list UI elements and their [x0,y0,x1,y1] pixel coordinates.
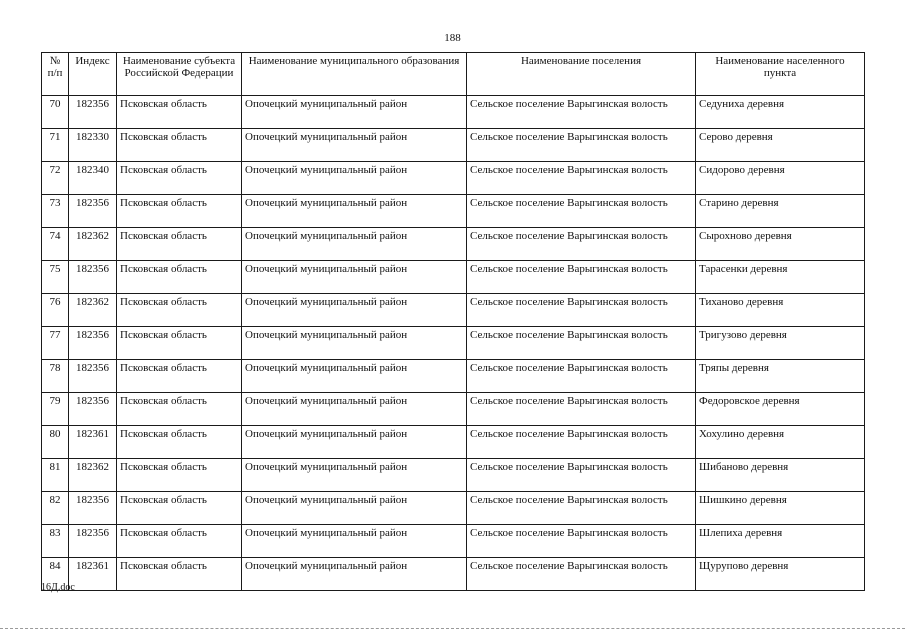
cell-municipality: Опочецкий муниципальный район [242,327,467,360]
cell-municipality: Опочецкий муниципальный район [242,228,467,261]
cell-locality: Серово деревня [696,129,865,162]
table-row [42,294,865,327]
cell-settlement: Сельское поселение Варыгинская волость [467,228,696,261]
table-row [42,459,865,492]
cell-municipality: Опочецкий муниципальный район [242,195,467,228]
cell-postal-index: 182362 [69,294,117,327]
cell-row-number: 77 [42,327,69,360]
cell-municipality: Опочецкий муниципальный район [242,393,467,426]
cell-postal-index: 182356 [69,327,117,360]
cell-settlement: Сельское поселение Варыгинская волость [467,459,696,492]
cell-federal-subject: Псковская область [117,96,242,129]
cell-row-number: 76 [42,294,69,327]
cell-federal-subject: Псковская область [117,327,242,360]
cell-municipality: Опочецкий муниципальный район [242,426,467,459]
cell-row-number: 71 [42,129,69,162]
cell-locality: Тригузово деревня [696,327,865,360]
cell-postal-index: 182361 [69,426,117,459]
cell-postal-index: 182356 [69,195,117,228]
table-header [42,53,865,96]
cell-federal-subject: Псковская область [117,228,242,261]
cell-locality: Федоровское деревня [696,393,865,426]
header-row-number: № п/п [42,53,69,96]
cell-federal-subject: Псковская область [117,129,242,162]
header-row [42,53,865,96]
table-row [42,162,865,195]
table-row [42,96,865,129]
cell-settlement: Сельское поселение Варыгинская волость [467,492,696,525]
cell-locality: Сидорово деревня [696,162,865,195]
cell-postal-index: 182356 [69,492,117,525]
header-municipality: Наименование муниципального образования [242,53,467,96]
table-row [42,525,865,558]
header-federal-subject: Наименование субъекта Российской Федерации [117,53,242,96]
cell-federal-subject: Псковская область [117,558,242,591]
cell-row-number: 74 [42,228,69,261]
cell-settlement: Сельское поселение Варыгинская волость [467,129,696,162]
cell-row-number: 83 [42,525,69,558]
cell-locality: Тряпы деревня [696,360,865,393]
cell-municipality: Опочецкий муниципальный район [242,558,467,591]
table-row [42,393,865,426]
cell-row-number: 73 [42,195,69,228]
cell-settlement: Сельское поселение Варыгинская волость [467,426,696,459]
cell-federal-subject: Псковская область [117,426,242,459]
cell-municipality: Опочецкий муниципальный район [242,360,467,393]
cell-federal-subject: Псковская область [117,459,242,492]
cell-locality: Седуниха деревня [696,96,865,129]
table-row [42,492,865,525]
cell-locality: Шишкино деревня [696,492,865,525]
cell-row-number: 70 [42,96,69,129]
cell-municipality: Опочецкий муниципальный район [242,459,467,492]
header-locality: Наименование населенного пункта [696,53,865,96]
cell-postal-index: 182356 [69,360,117,393]
cell-row-number: 82 [42,492,69,525]
cell-settlement: Сельское поселение Варыгинская волость [467,393,696,426]
cell-federal-subject: Псковская область [117,294,242,327]
cell-postal-index: 182356 [69,96,117,129]
cell-federal-subject: Псковская область [117,492,242,525]
cell-postal-index: 182362 [69,459,117,492]
footer-filename: 16Д.doc [41,582,75,593]
cell-settlement: Сельское поселение Варыгинская волость [467,195,696,228]
cell-settlement: Сельское поселение Варыгинская волость [467,96,696,129]
table-row [42,195,865,228]
cell-federal-subject: Псковская область [117,360,242,393]
cell-municipality: Опочецкий муниципальный район [242,129,467,162]
cell-locality: Тарасенки деревня [696,261,865,294]
cell-row-number: 75 [42,261,69,294]
cell-row-number: 81 [42,459,69,492]
cell-locality: Шибаново деревня [696,459,865,492]
table-row [42,261,865,294]
cell-settlement: Сельское поселение Варыгинская волость [467,558,696,591]
cell-federal-subject: Псковская область [117,261,242,294]
table-row [42,327,865,360]
cell-postal-index: 182340 [69,162,117,195]
cell-settlement: Сельское поселение Варыгинская волость [467,327,696,360]
header-settlement: Наименование поселения [467,53,696,96]
table-row [42,558,865,591]
cell-settlement: Сельское поселение Варыгинская волость [467,162,696,195]
table-row [42,129,865,162]
cell-municipality: Опочецкий муниципальный район [242,294,467,327]
cell-locality: Сырохново деревня [696,228,865,261]
cell-municipality: Опочецкий муниципальный район [242,492,467,525]
cell-locality: Старино деревня [696,195,865,228]
cell-row-number: 80 [42,426,69,459]
cell-row-number: 78 [42,360,69,393]
cell-federal-subject: Псковская область [117,525,242,558]
settlements-table [41,52,865,591]
cell-settlement: Сельское поселение Варыгинская волость [467,261,696,294]
cell-row-number: 72 [42,162,69,195]
cell-row-number: 79 [42,393,69,426]
cell-settlement: Сельское поселение Варыгинская волость [467,294,696,327]
cell-locality: Щурупово деревня [696,558,865,591]
cell-municipality: Опочецкий муниципальный район [242,525,467,558]
cell-federal-subject: Псковская область [117,195,242,228]
cell-row-number: 84 [42,558,69,591]
cell-locality: Тиханово деревня [696,294,865,327]
page-number: 188 [444,32,461,44]
cell-municipality: Опочецкий муниципальный район [242,162,467,195]
scan-edge-line [0,628,905,629]
header-postal-index: Индекс [69,53,117,96]
cell-postal-index: 182356 [69,393,117,426]
cell-locality: Шлепиха деревня [696,525,865,558]
cell-municipality: Опочецкий муниципальный район [242,96,467,129]
cell-federal-subject: Псковская область [117,393,242,426]
cell-postal-index: 182356 [69,261,117,294]
cell-federal-subject: Псковская область [117,162,242,195]
cell-settlement: Сельское поселение Варыгинская волость [467,525,696,558]
table-row [42,426,865,459]
cell-postal-index: 182356 [69,525,117,558]
table-body [42,96,865,591]
cell-settlement: Сельское поселение Варыгинская волость [467,360,696,393]
cell-municipality: Опочецкий муниципальный район [242,261,467,294]
cell-postal-index: 182361 [69,558,117,591]
table-row [42,228,865,261]
table-row [42,360,865,393]
cell-locality: Хохулино деревня [696,426,865,459]
cell-postal-index: 182362 [69,228,117,261]
cell-postal-index: 182330 [69,129,117,162]
